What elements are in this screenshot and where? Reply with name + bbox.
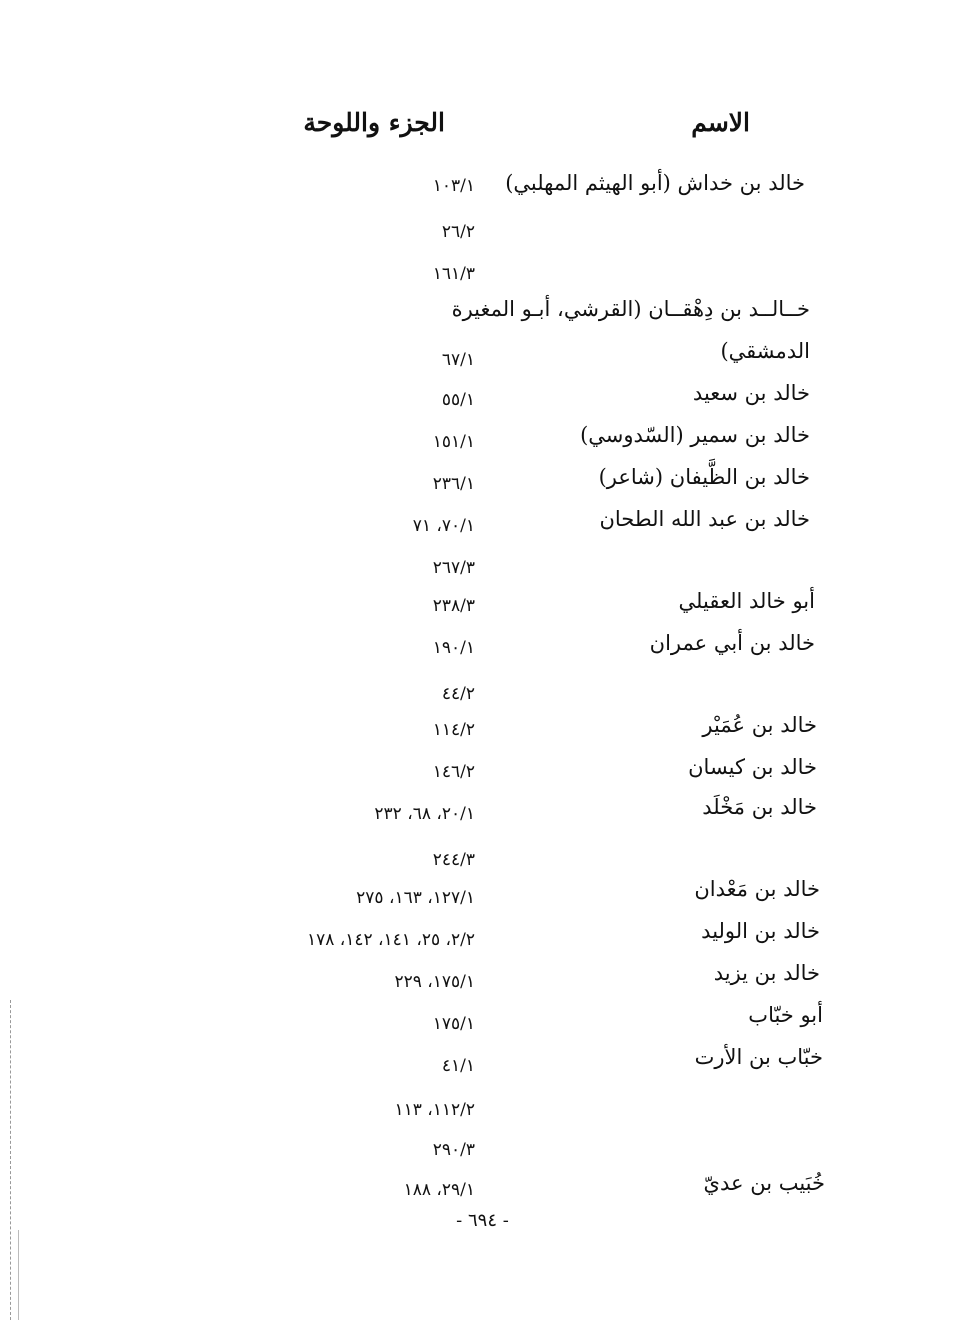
index-entry [0,294,965,334]
entry-reference: ١٤٦/٢ [432,762,475,782]
entry-name: أبو خبّاب [748,1003,823,1027]
scan-edge-line [18,1230,20,1320]
index-entry [0,792,965,832]
entry-reference: ٢٤٤/٣ [432,850,475,870]
entry-reference: ٢٦٧/٣ [432,558,475,578]
entry-reference: ٤٤/٢ [441,684,475,704]
entry-reference: ٦٧/١ [441,350,475,370]
entry-reference: ١٠٣/١ [432,176,475,196]
entry-reference: ٥٥/١ [441,390,475,410]
entry-reference: ١٧٥/١، ٢٢٩ [394,972,475,992]
entry-reference: ٢٠/١، ٦٨، ٢٣٢ [374,804,475,824]
index-entry [0,628,965,668]
entry-reference: ١٢٧/١، ١٦٣، ٢٧٥ [356,888,475,908]
entry-name: خالد بن مَعْدان [694,877,820,901]
index-entry [0,378,965,418]
entry-reference: ٢٩/١، ١٨٨ [403,1180,475,1200]
entry-reference: ٢٦/٢ [441,222,475,242]
entry-name: خالد بن الوليد [701,919,820,943]
entry-reference: ١٩٠/١ [432,638,475,658]
entry-name: خالد بن سمير (السّدوسي) [580,423,810,447]
index-entry [0,1132,965,1172]
entry-name: خبّاب بن الأرت [694,1045,823,1069]
index-entry [0,752,965,792]
entry-name: خالد بن الظَّيفان (شاعر) [598,465,810,489]
scan-edge-line [10,1000,12,1320]
index-entry [0,256,965,296]
index-entry [0,168,965,208]
entry-name: خــالــد بن دِهْقــان (القرشي، أبـو المغيرة [451,297,810,321]
entry-name: خالد بن عُمَيْر [702,713,817,737]
column-header-volume-folio: الجزء واللوحة [303,108,445,137]
entry-reference: ٧٠/١، ٧١ [412,516,475,536]
index-entry [0,874,965,914]
entry-reference: ١٧٥/١ [432,1014,475,1034]
index-entry [0,214,965,254]
index-entry [0,550,965,590]
index-entry [0,916,965,956]
page-number: - ٦٩٤ - [456,1210,509,1231]
entry-reference: ٢٣٦/١ [432,474,475,494]
index-entry [0,1168,965,1208]
entry-name: خالد بن أبي عمران [649,631,815,655]
entry-reference: ١١٤/٢ [432,720,475,740]
entry-name: الدمشقي) [720,339,810,363]
entry-reference: ٢/٢، ٢٥، ١٤١، ١٤٢، ١٧٨ [306,930,475,950]
entry-reference: ٢٩٠/٣ [432,1140,475,1160]
entry-reference: ١٥١/١ [432,432,475,452]
entry-name: خُبَيب بن عديّ [703,1171,825,1195]
index-entry [0,1042,965,1082]
entry-reference: ٤١/١ [441,1056,475,1076]
index-entry [0,420,965,460]
entry-name: خالد بن سعيد [692,381,810,405]
index-entry [0,1000,965,1040]
entry-name: خالد بن كيسان [688,755,817,779]
entry-reference: ٢٣٨/٣ [432,596,475,616]
entry-name: خالد بن عبد الله الطحان [599,507,810,531]
index-entry [0,462,965,502]
entry-reference: ١١٢/٢، ١١٣ [394,1100,475,1120]
column-header-name: الاسم [691,108,750,137]
entry-reference: ١٦١/٣ [432,264,475,284]
index-entry [0,958,965,998]
index-entry [0,504,965,544]
entry-name: أبو خالد العقيلي [678,589,815,613]
index-entry [0,336,965,376]
entry-name: خالد بن خداش (أبو الهيثم المهلبي) [505,171,805,195]
entry-name: خالد بن يزيد [713,961,820,985]
index-entry [0,1092,965,1132]
index-entry [0,586,965,626]
index-entry [0,710,965,750]
entry-name: خالد بن مَخْلَد [702,795,817,819]
